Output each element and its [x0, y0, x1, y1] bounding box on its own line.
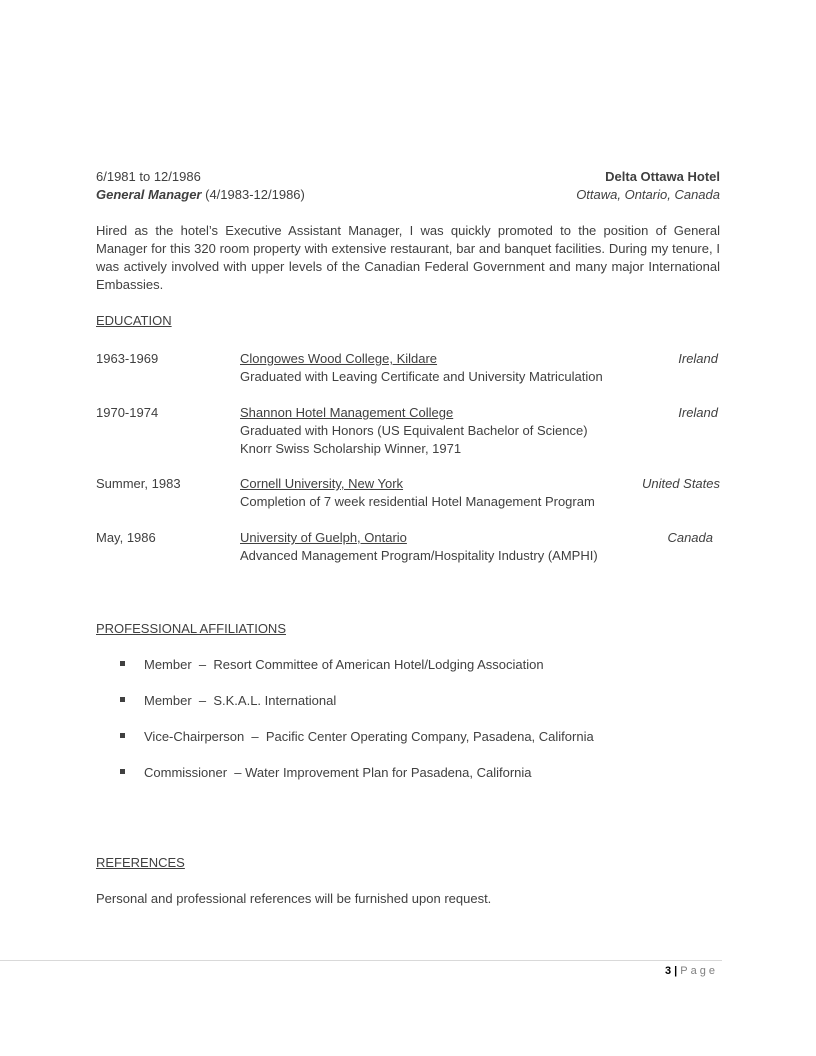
list-item [96, 692, 720, 728]
job-title-line [96, 186, 305, 204]
footer-separator: | [674, 965, 678, 977]
education-dates: May, 1986 [96, 530, 156, 545]
resume-page [96, 0, 720, 1056]
bullet-icon [120, 733, 125, 738]
job-location: Ottawa, Ontario, Canada [576, 187, 720, 202]
bullet-icon [120, 697, 125, 702]
education-dates: 1970-1974 [96, 405, 159, 420]
education-detail: Graduated with Honors (US Equivalent Bachelor of Science) [240, 423, 588, 438]
education-heading: EDUCATION [96, 313, 172, 328]
page-label: Page [680, 965, 718, 977]
affiliations-list [96, 656, 720, 800]
education-detail: Advanced Management Program/Hospitality Industry (AMPHI) [240, 548, 598, 563]
job-description: Hired as the hotel’s Executive Assistant Manager, I was quickly promoted to the position of General Manager for this 320 room property with extensive restaurant, bar and banquet facilities. During my tenure, I was actively involved with upper levels of the Canadian Federal Government and many major International Embassies. [96, 223, 720, 292]
page-number: 3 [664, 965, 672, 977]
list-item [96, 656, 720, 692]
affiliation-text: Vice-Chairperson – Pacific Center Operating Company, Pasadena, California [144, 729, 594, 744]
job-title: General Manager [96, 187, 202, 202]
education-detail: Completion of 7 week residential Hotel Management Program [240, 494, 595, 509]
education-country: Ireland [678, 351, 718, 366]
institution-name: University of Guelph, Ontario [240, 530, 407, 545]
education-country: Ireland [678, 405, 718, 420]
affiliations-heading: PROFESSIONAL AFFILIATIONS [96, 621, 286, 636]
education-dates: 1963-1969 [96, 351, 159, 366]
bullet-icon [120, 769, 125, 774]
institution-name: Shannon Hotel Management College [240, 405, 454, 420]
education-detail: Knorr Swiss Scholarship Winner, 1971 [240, 441, 462, 456]
list-item [96, 728, 720, 764]
references-text: Personal and professional references will be furnished upon request. [96, 891, 492, 906]
bullet-icon [120, 661, 125, 666]
education-country: Canada [667, 530, 713, 545]
education-country: United States [641, 476, 720, 491]
affiliation-text: Commissioner – Water Improvement Plan for Pasadena, California [144, 765, 532, 780]
affiliation-text: Member – S.K.A.L. International [144, 693, 337, 708]
job-title-dates: (4/1983-12/1986) [201, 187, 305, 202]
footer-divider [0, 960, 722, 961]
job-header [96, 168, 720, 204]
list-item [96, 764, 720, 800]
affiliation-text: Member – Resort Committee of American Hotel/Lodging Association [144, 657, 544, 672]
education-dates: Summer, 1983 [96, 476, 181, 491]
job-dates: 6/1981 to 12/1986 [96, 169, 201, 184]
employer-name: Delta Ottawa Hotel [605, 169, 720, 184]
institution-name: Cornell University, New York [240, 476, 404, 491]
page-footer [665, 962, 718, 980]
institution-name: Clongowes Wood College, Kildare [240, 351, 438, 366]
references-heading: REFERENCES [96, 855, 185, 870]
education-detail: Graduated with Leaving Certificate and University Matriculation [240, 369, 603, 384]
